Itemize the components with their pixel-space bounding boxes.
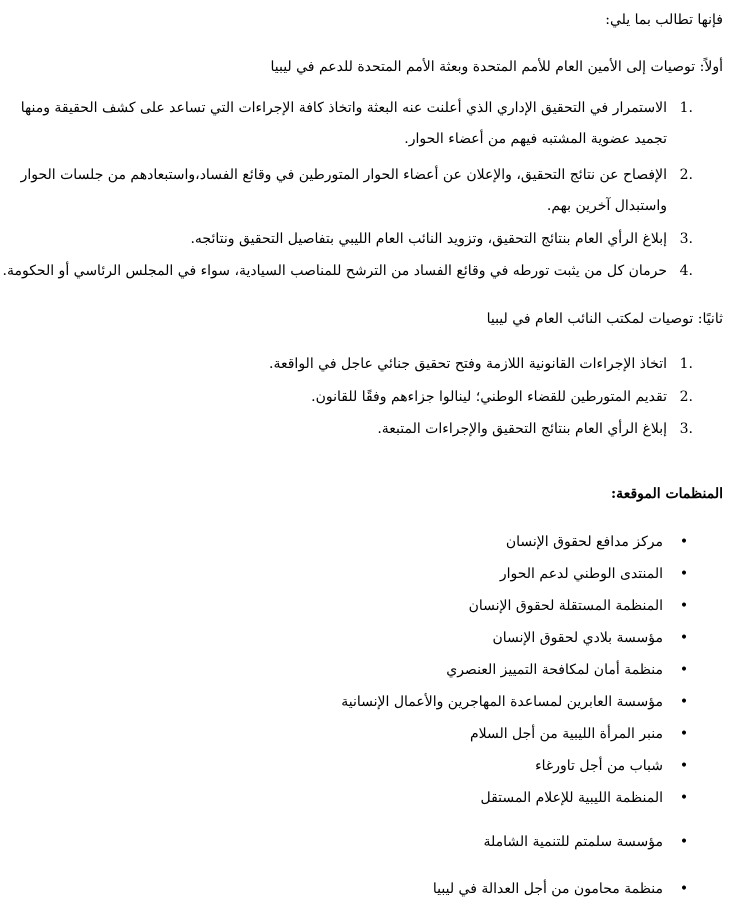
bullet-icon: • [679, 726, 689, 742]
bullet-icon: • [679, 534, 689, 550]
item-number: 3. [679, 231, 693, 247]
item-text-line: الإفصاح عن نتائج التحقيق، والإعلان عن أعضاء الحوار المتورطين في وقائع الفساد،واستبعادهم من جلسات الحوار [20, 167, 667, 183]
item-number: 4. [679, 263, 693, 279]
bullet-icon: • [679, 881, 689, 897]
item-text-line: واستبدال آخرين بهم. [546, 198, 667, 214]
bullet-icon: • [679, 662, 689, 678]
bullet-icon: • [679, 630, 689, 646]
item-text-line: حرمان كل من يثبت تورطه في وقائع الفساد من الترشح للمناصب السيادية، سواء في المجلس الرئاسي أو الحكومة. [2, 263, 667, 279]
item-number: 3. [679, 421, 693, 437]
organization-name: مركز مدافع لحقوق الإنسان [505, 534, 663, 550]
item-number: 1. [679, 356, 693, 372]
organization-name: المنظمة المستقلة لحقوق الإنسان [468, 598, 663, 614]
organization-name: منظمة محامون من أجل العدالة في ليبيا [432, 881, 663, 897]
item-number: 2. [679, 167, 693, 183]
item-text-line: الاستمرار في التحقيق الإداري الذي أعلنت عنه البعثة واتخاذ كافة الإجراءات التي تساعد على كشف الحقيقة ومنها [20, 100, 667, 116]
organizations-title: المنظمات الموقعة: [611, 486, 723, 502]
bullet-icon: • [679, 566, 689, 582]
bullet-icon: • [679, 758, 689, 774]
bullet-icon: • [679, 694, 689, 710]
intro-text: فإنها تطالب بما يلي: [605, 12, 723, 28]
item-text-line: إبلاغ الرأي العام بنتائج التحقيق والإجراءات المتبعة. [377, 421, 667, 437]
organization-name: مؤسسة سلمتم للتنمية الشاملة [483, 834, 663, 850]
organization-name: مؤسسة بلادي لحقوق الإنسان [492, 630, 663, 646]
bullet-icon: • [679, 834, 689, 850]
item-text-line: تقديم المتورطين للقضاء الوطني؛ لينالوا جزاءهم وفقًا للقانون. [311, 389, 667, 405]
item-text-line: اتخاذ الإجراءات القانونية اللازمة وفتح تحقيق جنائي عاجل في الواقعة. [269, 356, 667, 372]
organization-name: مؤسسة العابرين لمساعدة المهاجرين والأعمال الإنسانية [341, 694, 663, 710]
organization-name: منبر المرأة الليبية من أجل السلام [469, 726, 663, 742]
organization-name: شباب من أجل تاورغاء [535, 758, 663, 774]
item-text-line: إبلاغ الرأي العام بنتائج التحقيق، وتزويد النائب العام الليبي بتفاصيل التحقيق ونتائجه. [190, 231, 667, 247]
organization-name: المنتدى الوطني لدعم الحوار [499, 566, 663, 582]
item-number: 1. [679, 100, 693, 116]
organization-name: المنظمة الليبية للإعلام المستقل [480, 790, 663, 806]
section1-heading: أولاً: توصيات إلى الأمين العام للأمم المتحدة وبعثة الأمم المتحدة للدعم في ليبيا [270, 59, 723, 75]
bullet-icon: • [679, 790, 689, 806]
item-text-line: تجميد عضوية المشتبه فيهم من أعضاء الحوار. [404, 131, 667, 147]
organization-name: منظمة أمان لمكافحة التمييز العنصري [446, 662, 663, 678]
item-number: 2. [679, 389, 693, 405]
bullet-icon: • [679, 598, 689, 614]
section2-heading: ثانيًا: توصيات لمكتب النائب العام في ليبيا [486, 311, 723, 327]
